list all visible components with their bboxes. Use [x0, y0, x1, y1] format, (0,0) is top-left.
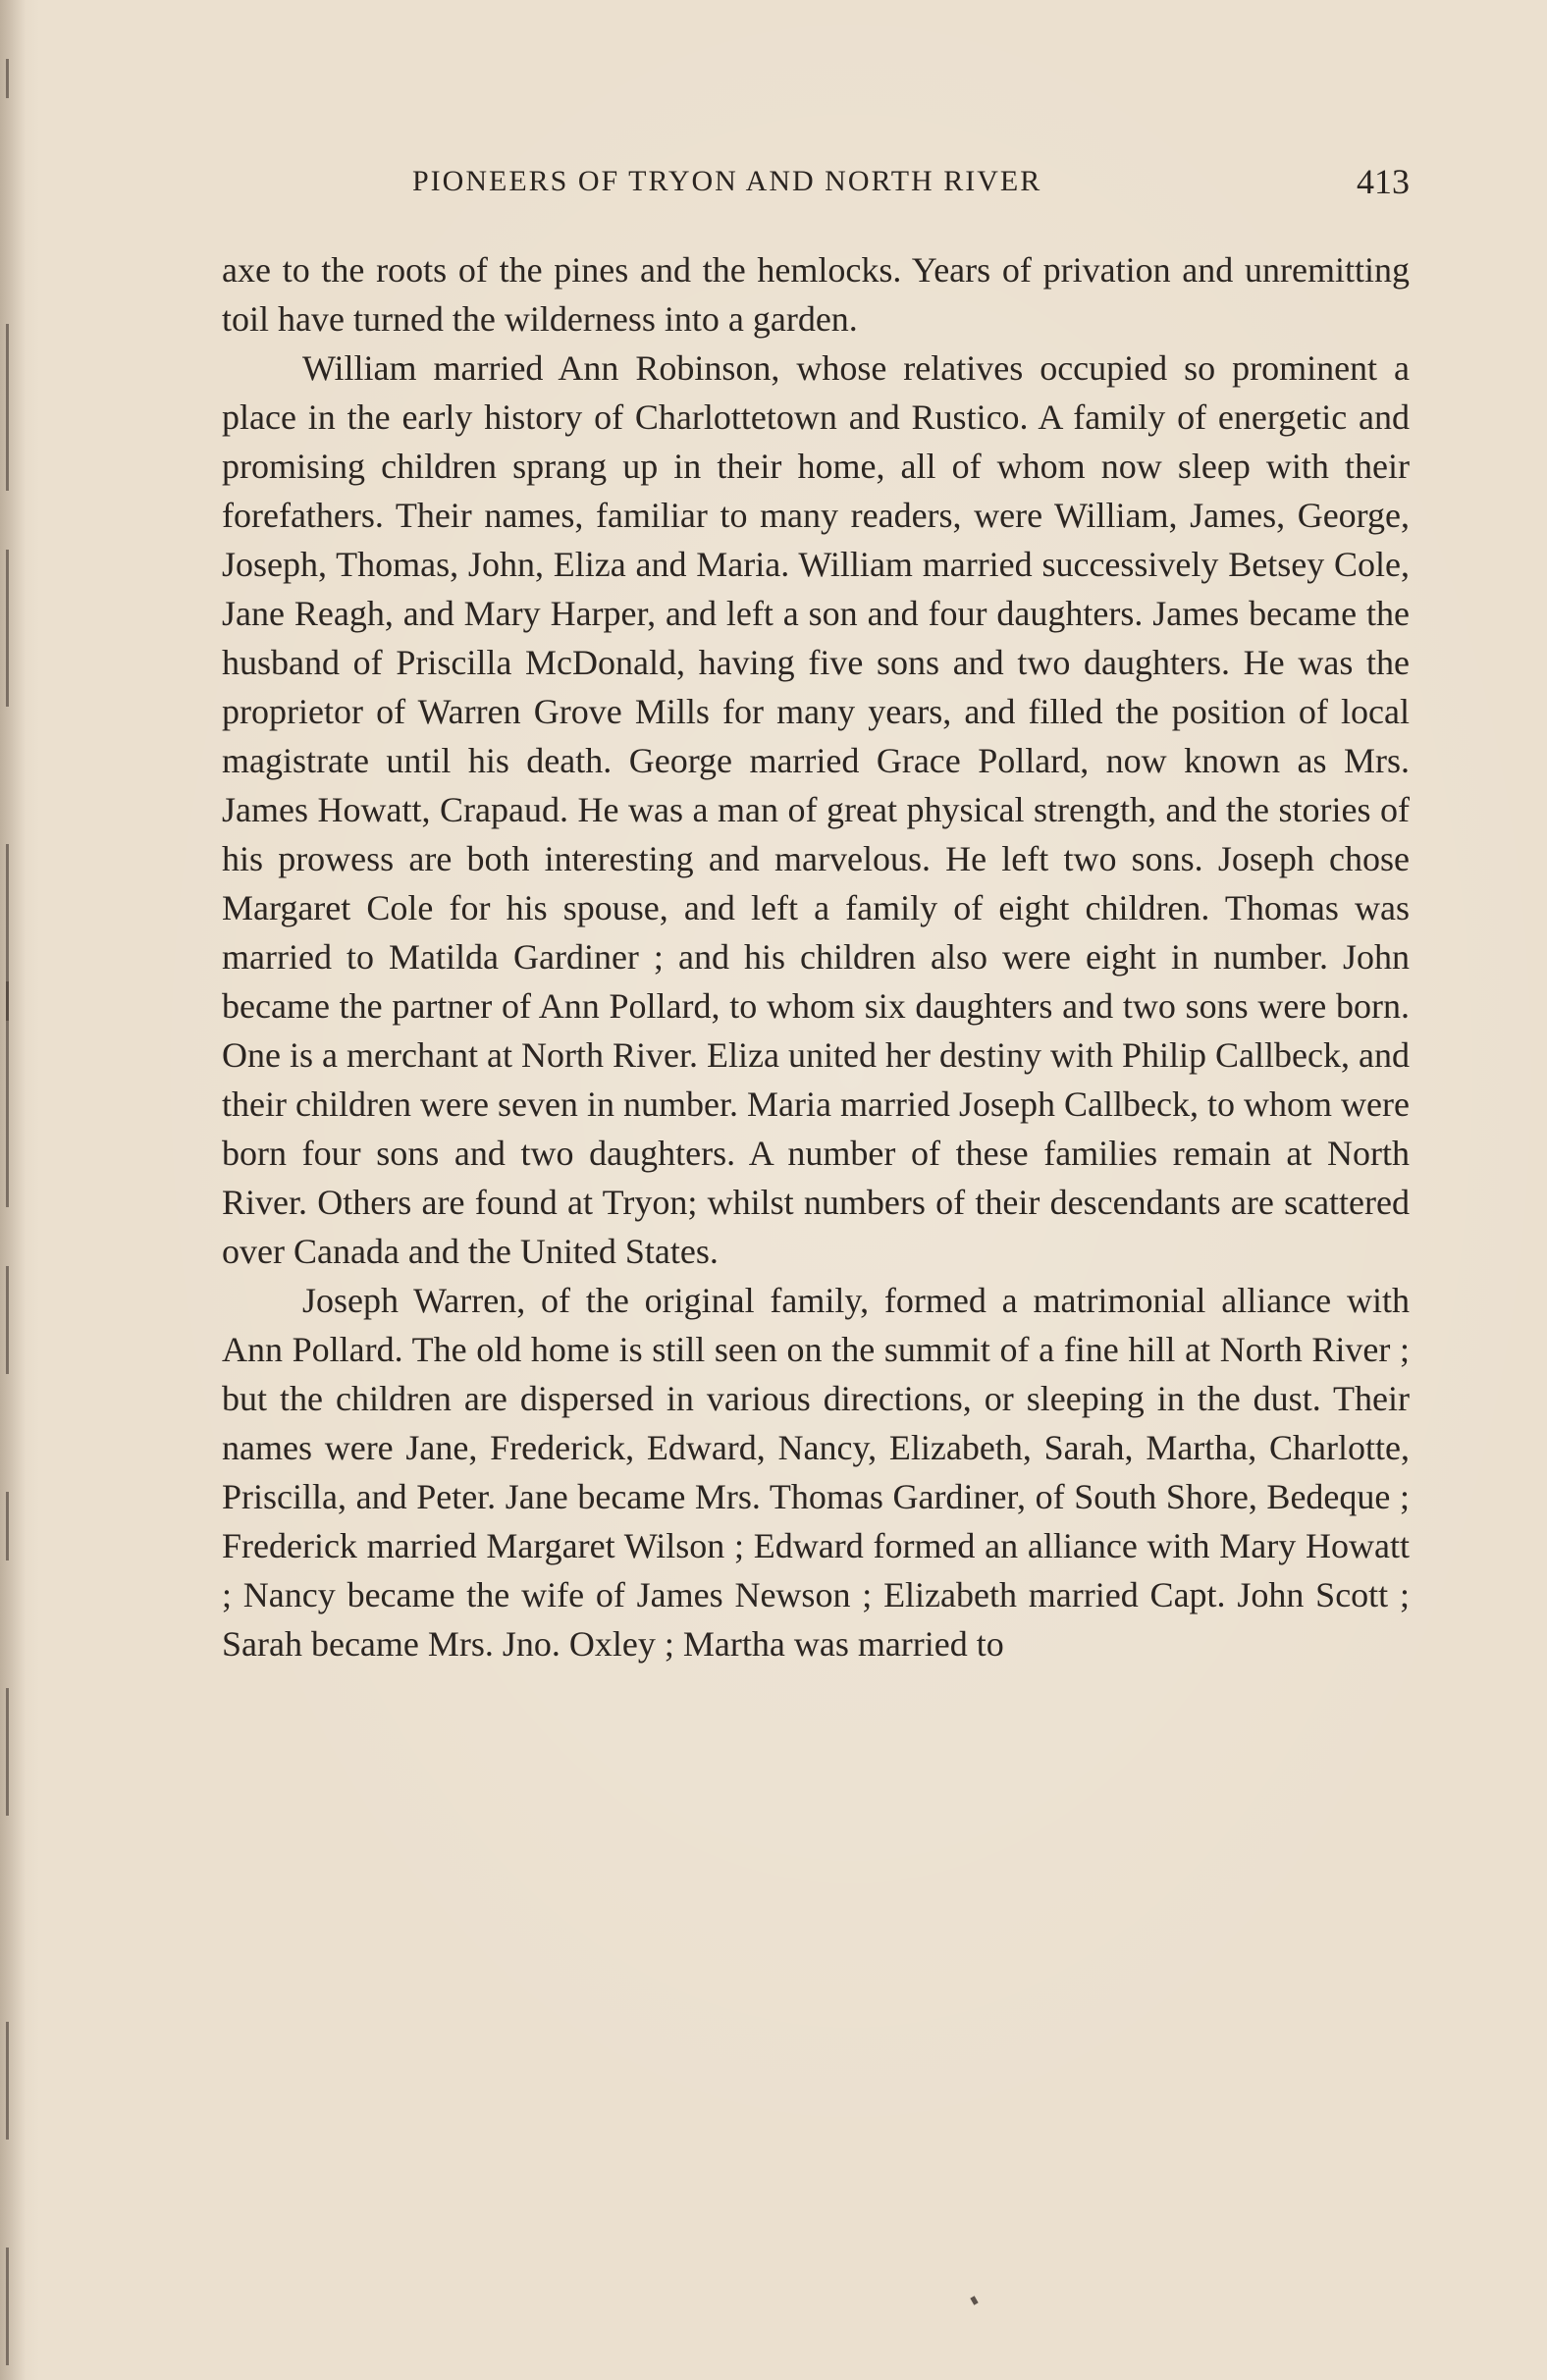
gutter-mark — [6, 2248, 9, 2365]
paragraph: axe to the roots of the pines and the hemlocks. Years of privation and unremitting toil have turned the wilderness into a garden. — [222, 250, 1410, 339]
gutter-mark — [6, 1492, 9, 1560]
paragraph: William married Ann Robinson, whose relatives occupied so prominent a place in the early history of Charlottetown and Rustico. A family of energetic and promising children sprang up in their home, all of whom now sleep with their forefathers. Their names, familiar to many readers, were William, James, George, Joseph, Thomas, John, Eliza and Maria. William married successively Betsey Cole, Jane Reagh, and Mary Harper, and left a son and four daughters. James became the husband of Priscilla McDonald, having five sons and two daughters. He was the proprietor of Warren Grove Mills for many years, and filled the position of local magistrate until his death. George married Grace Pollard, now known as Mrs. James Howatt, Crapaud. He was a man of great physical strength, and the stories of his prowess are both interesting and marvelous. He left two sons. Joseph chose Margaret Cole for his spouse, and left a family of eight children. Thomas was married to Matilda Gardiner ; and his children also were eight in number. John became the partner of Ann Pollard, to whom six daughters and two sons were born. One is a merchant at North River. Eliza united her destiny with Philip Callbeck, and their children were seven in number. Maria married Joseph Callbeck, to whom were born four sons and two daughters. A number of these families remain at North River. Others are found at Tryon; whilst numbers of their descendants are scattered over Canada and the United States. — [222, 348, 1410, 1271]
paragraph: Joseph Warren, of the original family, formed a matrimonial alliance with Ann Pollard. The old home is still seen on the summit of a fine hill at North River ; but the children are dispersed in various directions, or sleeping in the dust. Their names were Jane, Frederick, Edward, Nancy, Elizabeth, Sarah, Martha, Charlotte, Priscilla, and Peter. Jane became Mrs. Thomas Gardiner, of South Shore, Bedeque ; Frederick married Margaret Wilson ; Edward formed an alliance with Mary Howatt ; Nancy became the wife of James Newson ; Elizabeth married Capt. John Scott ; Sarah became Mrs. Jno. Oxley ; Martha was married to — [222, 1281, 1410, 1664]
binding-gutter — [0, 0, 26, 2380]
gutter-mark — [6, 550, 9, 707]
running-head: PIONEERS OF TRYON AND NORTH RIVER — [412, 165, 1042, 197]
body-text — [222, 245, 1410, 1668]
gutter-mark — [6, 1688, 9, 1816]
ink-speck — [970, 2296, 978, 2304]
page-header — [412, 162, 1410, 204]
gutter-mark — [6, 981, 9, 1207]
gutter-mark — [6, 1266, 9, 1374]
gutter-mark — [6, 2022, 9, 2140]
page-number: 413 — [1357, 162, 1410, 201]
gutter-mark — [6, 59, 9, 98]
gutter-mark — [6, 324, 9, 491]
